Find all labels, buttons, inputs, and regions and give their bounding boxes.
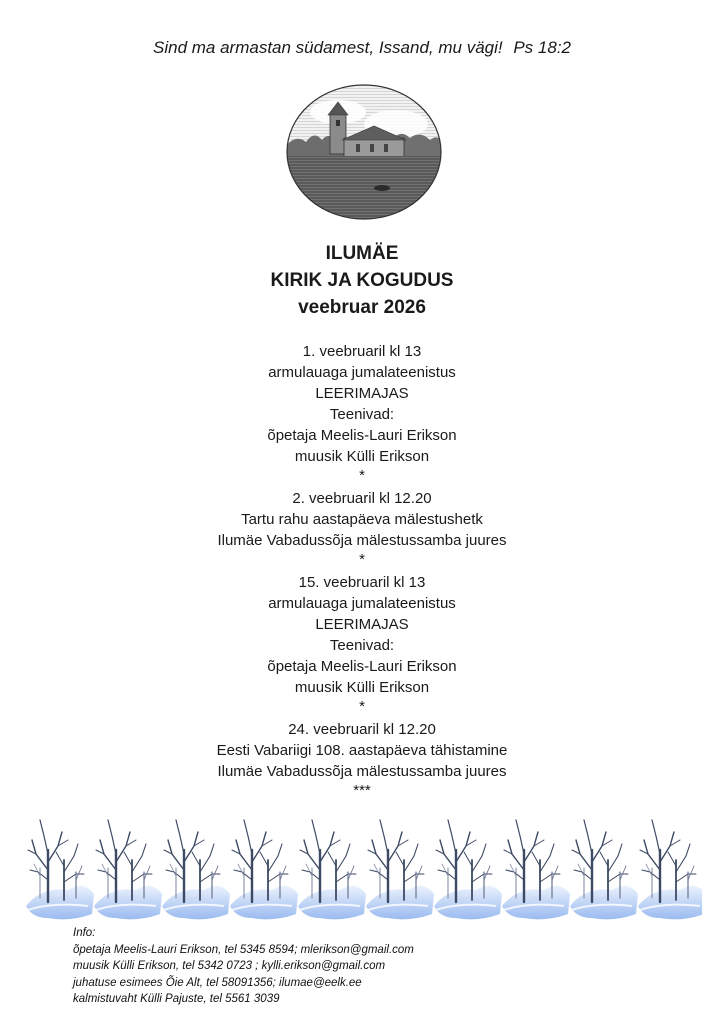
event-line: Tartu rahu aastapäeva mälestushetk [241,511,483,528]
event-line: Teenivad: [329,406,395,423]
event-line: 2. veebruaril kl 12.20 [292,490,432,507]
event-item [0,572,724,719]
page-title [0,240,724,321]
event-line: muusik Külli Erikson [294,679,430,696]
church-engraving-icon [286,84,442,220]
title-parish: ILUMÄE [325,243,399,264]
event-line: Ilumäe Vabadussõja mälestussamba juures [217,532,507,549]
info-line-pastor: õpetaja Meelis-Lauri Erikson, tel 5345 8594; mlerikson@gmail.com [73,943,414,956]
event-line: Ilumäe Vabadussõja mälestussamba juures [217,763,507,780]
event-line: õpetaja Meelis-Lauri Erikson [267,658,457,675]
event-separator: * [359,698,365,715]
contact-info [73,925,414,1008]
event-item [0,488,724,572]
event-line: armulauaga jumalateenistus [268,364,456,381]
winter-trees-icon [22,810,702,928]
event-line: 15. veebruaril kl 13 [298,574,426,591]
verse-reference: Ps 18:2 [513,38,571,57]
title-month: veebruar 2026 [298,297,426,318]
event-item [0,719,724,803]
event-line: 1. veebruaril kl 13 [302,343,422,360]
event-item [0,341,724,488]
event-line: 24. veebruaril kl 12.20 [288,721,436,738]
scripture-verse [0,36,724,60]
event-separator: * [359,467,365,484]
verse-text: Sind ma armastan südamest, Issand, mu vägi! [153,38,503,57]
info-label: Info: [73,927,96,939]
event-line: Eesti Vabariigi 108. aastapäeva tähistamine [216,742,508,759]
event-separator: * [359,551,365,568]
info-line-musician: muusik Külli Erikson, tel 5342 0723 ; kylli.erikson@gmail.com [73,960,386,972]
event-line: LEERIMAJAS [315,385,409,402]
events-list [0,341,724,803]
title-subtitle: KIRIK JA KOGUDUS [270,270,454,291]
event-separator: *** [353,782,371,799]
event-line: muusik Külli Erikson [294,448,430,465]
event-line: LEERIMAJAS [315,616,409,633]
info-line-chair: juhatuse esimees Õie Alt, tel 58091356; ilumae@eelk.ee [73,976,362,989]
info-line-cemetery: kalmistuvaht Külli Pajuste, tel 5561 3039 [73,993,280,1005]
event-line: Teenivad: [329,637,395,654]
event-line: armulauaga jumalateenistus [268,595,456,612]
event-line: õpetaja Meelis-Lauri Erikson [267,427,457,444]
